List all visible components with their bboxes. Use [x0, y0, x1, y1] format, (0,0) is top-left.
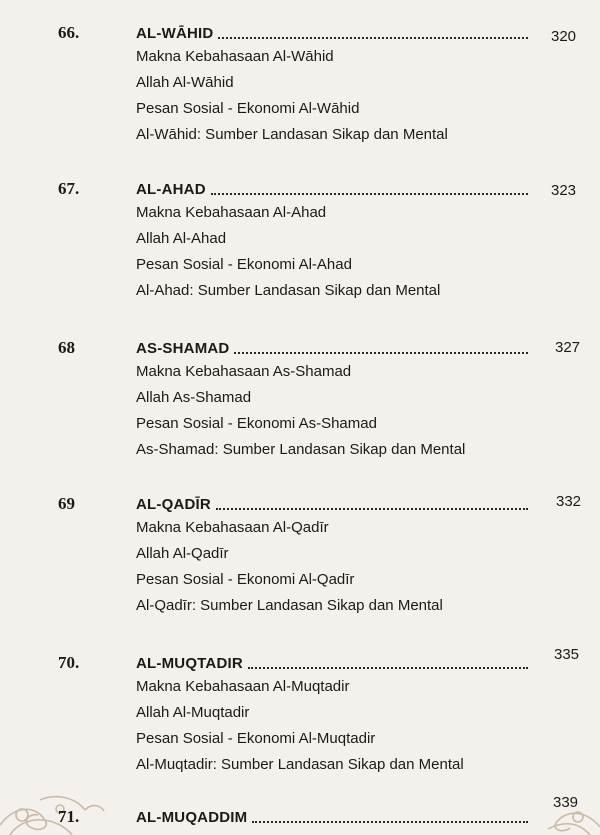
subtopic-list	[136, 44, 448, 148]
subtopic: Allah Al-Wāhid	[136, 74, 234, 91]
dot-leader	[234, 352, 528, 354]
subtopic: Allah As-Shamad	[136, 389, 252, 406]
subtopic: Pesan Sosial - Ekonomi Al-Muqtadir	[136, 730, 376, 747]
subtopic-list	[136, 200, 440, 304]
entry-heading	[136, 652, 528, 674]
entry-number: 69	[58, 494, 75, 513]
subtopic: Al-Qadīr: Sumber Landasan Sikap dan Mental	[136, 597, 443, 614]
entry-heading	[136, 493, 528, 515]
dot-leader	[216, 508, 528, 510]
dot-leader	[218, 37, 528, 39]
dot-leader	[248, 667, 528, 669]
entry-heading	[136, 178, 528, 200]
entry-page-number: 320	[551, 28, 577, 45]
subtopic-list	[136, 674, 464, 778]
subtopic-list	[136, 359, 465, 463]
entry-title: AL-QADĪR	[136, 496, 211, 513]
subtopic: Pesan Sosial - Ekonomi Al-Qadīr	[136, 571, 355, 588]
entry-number: 67.	[58, 179, 80, 198]
entry-heading	[136, 22, 528, 44]
subtopic: Pesan Sosial - Ekonomi As-Shamad	[136, 415, 377, 432]
subtopic: Makna Kebahasaan Al-Ahad	[136, 204, 327, 221]
entry-number: 70.	[58, 653, 80, 672]
subtopic: Makna Kebahasaan As-Shamad	[136, 363, 352, 380]
subtopic: Makna Kebahasaan Al-Qadīr	[136, 519, 329, 536]
dot-leader	[211, 193, 528, 195]
subtopic: Al-Wāhid: Sumber Landasan Sikap dan Mental	[136, 126, 448, 143]
entry-page-number: 327	[555, 339, 581, 356]
entry-page-number: 335	[554, 646, 580, 663]
subtopic: Makna Kebahasaan Al-Wāhid	[136, 48, 334, 65]
entry-title: AL-MUQADDIM	[136, 809, 248, 826]
entry-page-number: 332	[556, 493, 582, 510]
entry-page-number: 339	[553, 794, 579, 811]
entry-title: AL-MUQTADIR	[136, 655, 243, 672]
subtopic: Al-Ahad: Sumber Landasan Sikap dan Mental	[136, 282, 441, 299]
subtopic: Pesan Sosial - Ekonomi Al-Ahad	[136, 256, 352, 273]
entry-title: AL-WĀHID	[136, 25, 214, 42]
subtopic: As-Shamad: Sumber Landasan Sikap dan Mental	[136, 441, 466, 458]
subtopic: Al-Muqtadir: Sumber Landasan Sikap dan Mental	[136, 756, 464, 773]
subtopic-list	[136, 515, 443, 619]
entry-number: 71.	[58, 807, 80, 826]
subtopic: Allah Al-Qadīr	[136, 545, 229, 562]
entry-page-number: 323	[551, 182, 577, 199]
subtopic: Pesan Sosial - Ekonomi Al-Wāhid	[136, 100, 360, 117]
subtopic: Makna Kebahasaan Al-Muqtadir	[136, 678, 350, 695]
entry-title: AS-SHAMAD	[136, 340, 230, 357]
dot-leader	[252, 821, 528, 823]
entry-number: 66.	[58, 23, 80, 42]
subtopic: Allah Al-Ahad	[136, 230, 227, 247]
entry-number: 68	[58, 338, 75, 357]
entry-heading	[136, 337, 528, 359]
subtopic: Allah Al-Muqtadir	[136, 704, 250, 721]
entry-title: AL-AHAD	[136, 181, 206, 198]
entry-heading	[136, 806, 528, 828]
